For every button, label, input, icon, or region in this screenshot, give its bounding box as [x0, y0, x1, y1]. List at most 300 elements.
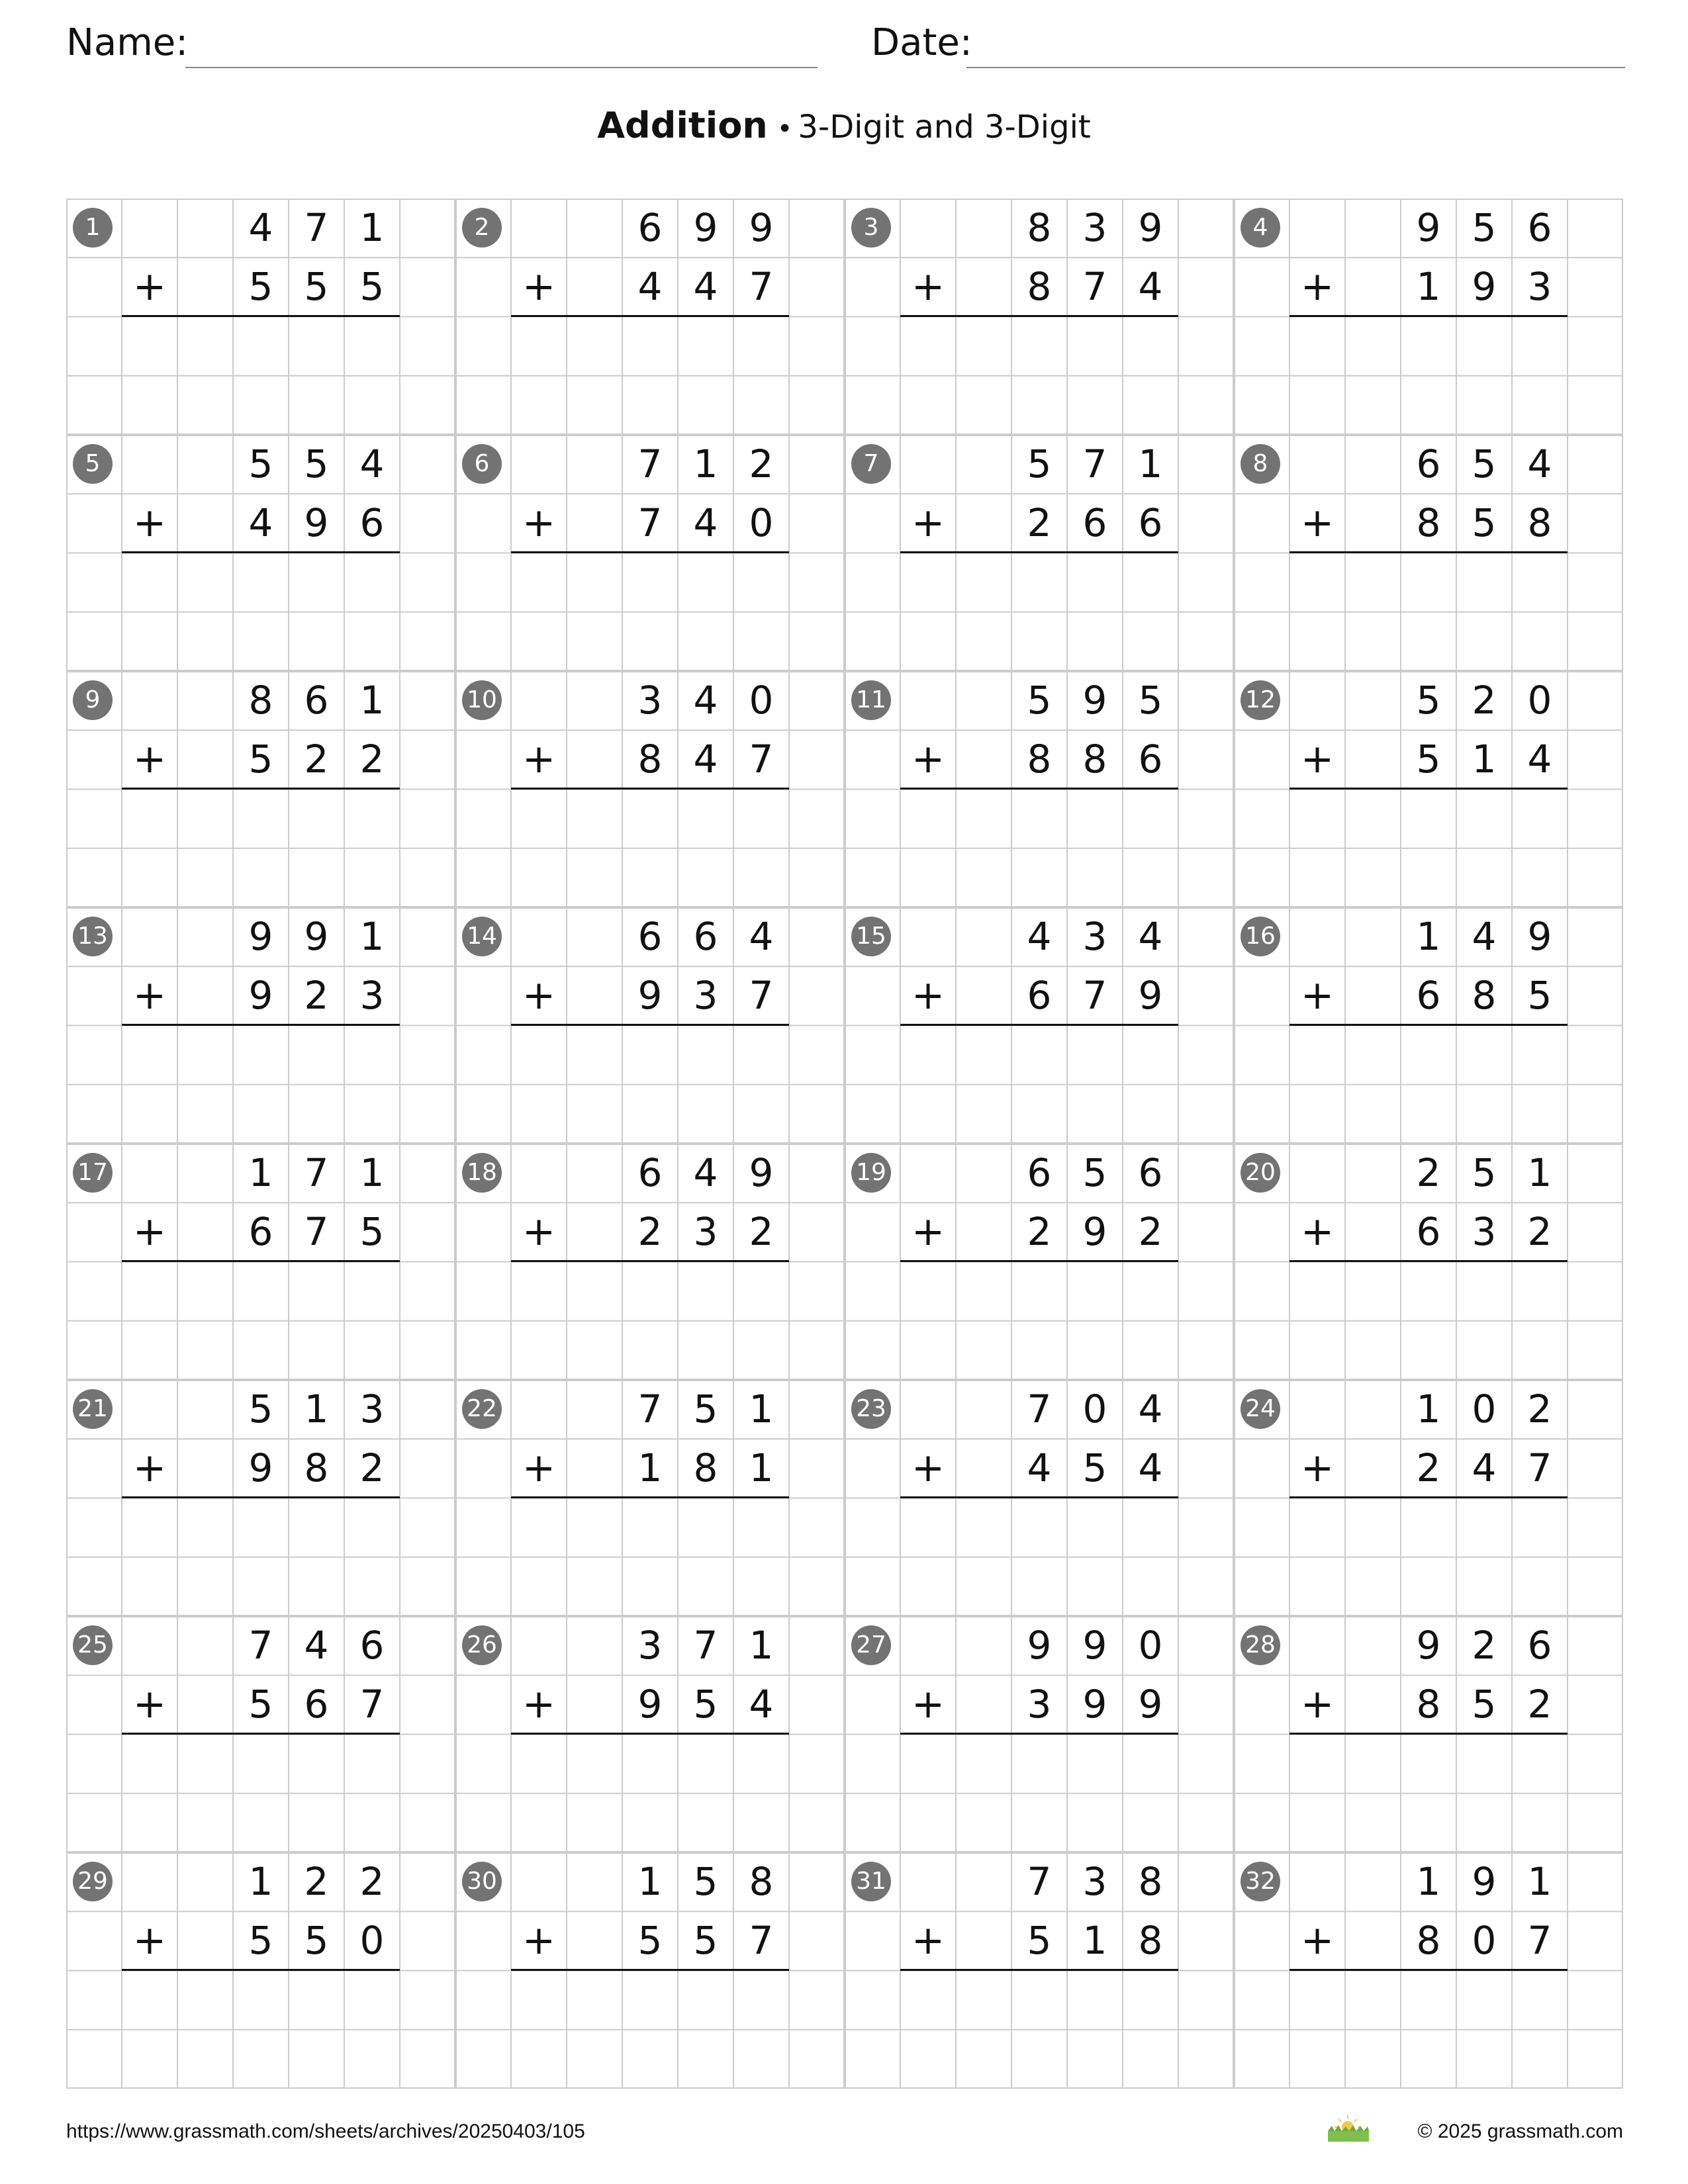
addend-top-digit: 4: [304, 1623, 329, 1668]
problem-number-badge: 11: [851, 680, 891, 720]
addend-bottom-digit: 2: [1527, 1682, 1552, 1727]
answer-line[interactable]: [511, 1024, 789, 1026]
addend-top-digit: 5: [1027, 441, 1052, 486]
addend-top-digit: 7: [248, 1623, 273, 1668]
addend-top-digit: 0: [1138, 1623, 1163, 1668]
addend-top-digit: 2: [1472, 1623, 1497, 1668]
addend-top-digit: 7: [1082, 441, 1107, 486]
addend-bottom-digit: 7: [637, 500, 663, 545]
answer-line[interactable]: [122, 1260, 400, 1262]
addend-top-digit: 1: [359, 678, 385, 723]
addend-top-digit: 5: [248, 441, 273, 486]
addend-top-digit: 7: [304, 205, 329, 250]
addend-bottom-digit: 3: [693, 973, 718, 1018]
problem-number-badge: 32: [1241, 1862, 1280, 1901]
plus-sign: +: [522, 1445, 556, 1491]
addend-top-digit: 1: [1416, 1859, 1441, 1904]
addend-bottom-digit: 7: [749, 973, 774, 1018]
plus-sign: +: [522, 500, 556, 546]
addend-top-digit: 1: [304, 1387, 329, 1432]
addend-bottom-digit: 1: [637, 1445, 663, 1490]
worksheet-grid: [66, 199, 1623, 2089]
addend-bottom-digit: 3: [1472, 1209, 1497, 1254]
addend-bottom-digit: 5: [359, 264, 385, 309]
addend-top-digit: 3: [637, 1623, 663, 1668]
addend-bottom-digit: 4: [1527, 737, 1552, 782]
answer-line[interactable]: [1289, 1260, 1568, 1262]
addend-top-digit: 9: [1416, 1623, 1441, 1668]
answer-line[interactable]: [1289, 1024, 1568, 1026]
addend-top-digit: 2: [1416, 1150, 1441, 1195]
addend-bottom-digit: 9: [1472, 264, 1497, 309]
addend-bottom-digit: 5: [1527, 973, 1552, 1018]
addend-top-digit: 1: [359, 914, 385, 959]
addend-bottom-digit: 2: [1416, 1445, 1441, 1490]
addend-top-digit: 5: [1472, 205, 1497, 250]
addend-bottom-digit: 8: [637, 737, 663, 782]
addend-bottom-digit: 6: [1138, 500, 1163, 545]
problem-32: [1234, 1852, 1623, 2089]
title-main: Addition: [597, 105, 768, 146]
addend-bottom-digit: 0: [359, 1918, 385, 1963]
addend-top-digit: 5: [1416, 678, 1441, 723]
problem-number-badge: 30: [462, 1862, 502, 1901]
answer-line[interactable]: [511, 1733, 789, 1735]
answer-line[interactable]: [1289, 1496, 1568, 1498]
addend-bottom-digit: 7: [749, 264, 774, 309]
addend-top-digit: 2: [749, 441, 774, 486]
date-label: Date:: [871, 21, 972, 64]
plus-sign: +: [911, 500, 945, 546]
addend-top-digit: 3: [359, 1387, 385, 1432]
addend-top-digit: 1: [749, 1387, 774, 1432]
plus-sign: +: [1300, 1445, 1335, 1491]
addend-bottom-digit: 4: [1138, 264, 1163, 309]
addend-top-digit: 1: [248, 1859, 273, 1904]
addend-bottom-digit: 6: [1082, 500, 1107, 545]
addend-top-digit: 9: [693, 205, 718, 250]
addend-bottom-digit: 5: [1416, 737, 1441, 782]
plus-sign: +: [522, 736, 556, 782]
addend-bottom-digit: 9: [1138, 973, 1163, 1018]
answer-line[interactable]: [900, 1969, 1178, 1971]
addend-top-digit: 6: [637, 914, 663, 959]
answer-line[interactable]: [122, 1969, 400, 1971]
addend-top-digit: 5: [248, 1387, 273, 1432]
addend-bottom-digit: 3: [693, 1209, 718, 1254]
addend-bottom-digit: 8: [1082, 737, 1107, 782]
problem-16: [1234, 907, 1623, 1144]
problem-number-badge: 18: [462, 1153, 502, 1193]
addend-bottom-digit: 4: [749, 1682, 774, 1727]
addend-bottom-digit: 2: [1027, 1209, 1052, 1254]
addend-top-digit: 1: [1416, 914, 1441, 959]
plus-sign: +: [911, 1445, 945, 1491]
answer-line[interactable]: [900, 1260, 1178, 1262]
plus-sign: +: [132, 1208, 167, 1255]
addend-top-digit: 6: [304, 678, 329, 723]
problem-3: [845, 199, 1234, 435]
addend-bottom-digit: 7: [1527, 1445, 1552, 1490]
addend-bottom-digit: 8: [1416, 1682, 1441, 1727]
addend-bottom-digit: 7: [1082, 264, 1107, 309]
addend-bottom-digit: 8: [304, 1445, 329, 1490]
answer-line[interactable]: [900, 315, 1178, 317]
answer-line[interactable]: [900, 1496, 1178, 1498]
addend-top-digit: 3: [1082, 914, 1107, 959]
problem-number-badge: 9: [73, 680, 113, 720]
problem-number-badge: 10: [462, 680, 502, 720]
addend-bottom-digit: 5: [1472, 1682, 1497, 1727]
plus-sign: +: [132, 736, 167, 782]
plus-sign: +: [522, 263, 556, 310]
answer-line[interactable]: [511, 551, 789, 553]
addend-top-digit: 1: [359, 1150, 385, 1195]
addend-top-digit: 6: [693, 914, 718, 959]
problem-6: [455, 435, 845, 671]
addend-top-digit: 3: [1082, 205, 1107, 250]
addend-top-digit: 4: [1027, 914, 1052, 959]
answer-line[interactable]: [1289, 788, 1568, 790]
answer-line[interactable]: [1289, 551, 1568, 553]
addend-bottom-digit: 8: [1527, 500, 1552, 545]
problem-number-badge: 19: [851, 1153, 891, 1193]
addend-top-digit: 4: [749, 914, 774, 959]
addend-top-digit: 6: [637, 1150, 663, 1195]
addend-bottom-digit: 0: [1472, 1918, 1497, 1963]
addend-bottom-digit: 1: [1082, 1918, 1107, 1963]
answer-line[interactable]: [122, 1024, 400, 1026]
problem-number-badge: 24: [1241, 1389, 1280, 1429]
plus-sign: +: [132, 500, 167, 546]
answer-line[interactable]: [1289, 315, 1568, 317]
addend-top-digit: 3: [637, 678, 663, 723]
addend-bottom-digit: 2: [359, 1445, 385, 1490]
addend-top-digit: 0: [749, 678, 774, 723]
addend-top-digit: 8: [248, 678, 273, 723]
problem-15: [845, 907, 1234, 1144]
addend-top-digit: 2: [304, 1859, 329, 1904]
plus-sign: +: [522, 1917, 556, 1964]
addend-bottom-digit: 4: [693, 500, 718, 545]
problem-number-badge: 5: [73, 444, 113, 484]
addend-top-digit: 5: [693, 1387, 718, 1432]
plus-sign: +: [1300, 1681, 1335, 1727]
addend-bottom-digit: 1: [749, 1445, 774, 1490]
addend-top-digit: 1: [1527, 1150, 1552, 1195]
addend-bottom-digit: 5: [1082, 1445, 1107, 1490]
addend-top-digit: 9: [1027, 1623, 1052, 1668]
answer-line[interactable]: [900, 1024, 1178, 1026]
addend-top-digit: 8: [1138, 1859, 1163, 1904]
addend-bottom-digit: 6: [1416, 973, 1441, 1018]
addend-bottom-digit: 8: [1138, 1918, 1163, 1963]
problem-7: [845, 435, 1234, 671]
problem-18: [455, 1144, 845, 1380]
plus-sign: +: [132, 1681, 167, 1727]
plus-sign: +: [911, 736, 945, 782]
plus-sign: +: [132, 263, 167, 310]
addend-bottom-digit: 3: [359, 973, 385, 1018]
addend-bottom-digit: 8: [1027, 737, 1052, 782]
addend-top-digit: 9: [1472, 1859, 1497, 1904]
problem-12: [1234, 671, 1623, 907]
addend-bottom-digit: 5: [304, 264, 329, 309]
answer-line[interactable]: [511, 1496, 789, 1498]
addend-bottom-digit: 5: [248, 264, 273, 309]
addend-bottom-digit: 9: [248, 1445, 273, 1490]
title-bullet: •: [776, 114, 793, 144]
addend-bottom-digit: 9: [248, 973, 273, 1018]
addend-top-digit: 6: [1416, 441, 1441, 486]
plus-sign: +: [1300, 500, 1335, 546]
addend-bottom-digit: 2: [1027, 500, 1052, 545]
addend-bottom-digit: 2: [637, 1209, 663, 1254]
addend-bottom-digit: 5: [359, 1209, 385, 1254]
answer-line[interactable]: [900, 551, 1178, 553]
addend-bottom-digit: 0: [749, 500, 774, 545]
problem-20: [1234, 1144, 1623, 1380]
addend-top-digit: 6: [1527, 205, 1552, 250]
plus-sign: +: [522, 1208, 556, 1255]
answer-line[interactable]: [122, 1733, 400, 1735]
addend-bottom-digit: 7: [1527, 1918, 1552, 1963]
problem-number-badge: 29: [73, 1862, 113, 1901]
problem-22: [455, 1380, 845, 1616]
addend-top-digit: 0: [1082, 1387, 1107, 1432]
problem-26: [455, 1616, 845, 1852]
name-label: Name:: [66, 21, 189, 64]
footer-copyright: © 2025 grassmath.com: [1417, 2120, 1623, 2142]
addend-bottom-digit: 4: [248, 500, 273, 545]
addend-top-digit: 1: [1138, 441, 1163, 486]
problem-14: [455, 907, 845, 1144]
addend-bottom-digit: 5: [637, 1918, 663, 1963]
addend-bottom-digit: 8: [693, 1445, 718, 1490]
addend-top-digit: 5: [1472, 441, 1497, 486]
addend-top-digit: 5: [1472, 1150, 1497, 1195]
name-field[interactable]: [185, 67, 818, 68]
addend-bottom-digit: 8: [1027, 264, 1052, 309]
addend-top-digit: 9: [749, 1150, 774, 1195]
problem-number-badge: 25: [73, 1625, 113, 1665]
addend-top-digit: 1: [637, 1859, 663, 1904]
addend-top-digit: 1: [693, 441, 718, 486]
addend-bottom-digit: 5: [693, 1682, 718, 1727]
problem-number-badge: 15: [851, 917, 891, 956]
addend-bottom-digit: 7: [749, 1918, 774, 1963]
answer-line[interactable]: [122, 551, 400, 553]
addend-top-digit: 5: [1082, 1150, 1107, 1195]
addend-bottom-digit: 9: [304, 500, 329, 545]
addend-top-digit: 4: [359, 441, 385, 486]
answer-line[interactable]: [122, 315, 400, 317]
addend-bottom-digit: 4: [693, 264, 718, 309]
addend-bottom-digit: 7: [359, 1682, 385, 1727]
answer-line[interactable]: [122, 1496, 400, 1498]
problem-2: [455, 199, 845, 435]
footer-url: https://www.grassmath.com/sheets/archives/20250403/105: [66, 2120, 585, 2142]
addend-top-digit: 6: [1027, 1150, 1052, 1195]
addend-top-digit: 8: [1027, 205, 1052, 250]
plus-sign: +: [522, 1681, 556, 1727]
date-field[interactable]: [966, 67, 1625, 68]
addend-top-digit: 6: [359, 1623, 385, 1668]
addend-top-digit: 7: [1027, 1387, 1052, 1432]
addend-top-digit: 0: [1472, 1387, 1497, 1432]
addend-top-digit: 3: [1082, 1859, 1107, 1904]
addend-top-digit: 8: [749, 1859, 774, 1904]
addend-top-digit: 4: [693, 678, 718, 723]
plus-sign: +: [911, 1208, 945, 1255]
addend-top-digit: 9: [749, 205, 774, 250]
answer-line[interactable]: [1289, 1969, 1568, 1971]
plus-sign: +: [1300, 263, 1335, 310]
answer-line[interactable]: [511, 1969, 789, 1971]
plus-sign: +: [911, 1917, 945, 1964]
addend-top-digit: 9: [248, 914, 273, 959]
addend-bottom-digit: 4: [1138, 1445, 1163, 1490]
addend-bottom-digit: 9: [1082, 1682, 1107, 1727]
problem-28: [1234, 1616, 1623, 1852]
problem-number-badge: 7: [851, 444, 891, 484]
problem-number-badge: 14: [462, 917, 502, 956]
addend-bottom-digit: 8: [1472, 973, 1497, 1018]
addend-top-digit: 7: [637, 1387, 663, 1432]
addend-top-digit: 9: [1082, 1623, 1107, 1668]
addend-bottom-digit: 5: [248, 1918, 273, 1963]
problem-21: [66, 1380, 455, 1616]
problem-number-badge: 26: [462, 1625, 502, 1665]
addend-bottom-digit: 5: [1027, 1918, 1052, 1963]
addend-bottom-digit: 2: [359, 737, 385, 782]
plus-sign: +: [1300, 736, 1335, 782]
problem-13: [66, 907, 455, 1144]
addend-bottom-digit: 9: [1082, 1209, 1107, 1254]
problem-number-badge: 16: [1241, 917, 1280, 956]
problem-number-badge: 17: [73, 1153, 113, 1193]
addend-top-digit: 1: [359, 205, 385, 250]
addend-top-digit: 5: [1027, 678, 1052, 723]
addend-top-digit: 2: [1472, 678, 1497, 723]
addend-bottom-digit: 7: [1082, 973, 1107, 1018]
addend-top-digit: 4: [248, 205, 273, 250]
problem-number-badge: 23: [851, 1389, 891, 1429]
plus-sign: +: [911, 972, 945, 1019]
addend-bottom-digit: 2: [1138, 1209, 1163, 1254]
problem-11: [845, 671, 1234, 907]
addend-top-digit: 4: [1527, 441, 1552, 486]
answer-line[interactable]: [1289, 1733, 1568, 1735]
plus-sign: +: [132, 972, 167, 1019]
addend-bottom-digit: 1: [1416, 264, 1441, 309]
problem-5: [66, 435, 455, 671]
addend-top-digit: 6: [1138, 1150, 1163, 1195]
plus-sign: +: [1300, 1208, 1335, 1255]
addend-bottom-digit: 9: [637, 973, 663, 1018]
addend-top-digit: 4: [693, 1150, 718, 1195]
addend-top-digit: 9: [1416, 205, 1441, 250]
addend-top-digit: 5: [693, 1859, 718, 1904]
addend-bottom-digit: 4: [693, 737, 718, 782]
problem-10: [455, 671, 845, 907]
answer-line[interactable]: [900, 1733, 1178, 1735]
addend-bottom-digit: 8: [1416, 500, 1441, 545]
title-subtitle: 3-Digit and 3-Digit: [798, 109, 1091, 146]
addend-bottom-digit: 2: [304, 737, 329, 782]
addend-top-digit: 5: [304, 441, 329, 486]
addend-top-digit: 7: [304, 1150, 329, 1195]
problem-number-badge: 8: [1241, 444, 1280, 484]
problem-27: [845, 1616, 1234, 1852]
addend-bottom-digit: 6: [1027, 973, 1052, 1018]
answer-line[interactable]: [900, 788, 1178, 790]
plus-sign: +: [1300, 972, 1335, 1019]
addend-top-digit: 9: [304, 914, 329, 959]
addend-top-digit: 5: [1138, 678, 1163, 723]
page-title: [0, 105, 1688, 146]
addend-top-digit: 1: [749, 1623, 774, 1668]
addend-top-digit: 7: [637, 441, 663, 486]
answer-line[interactable]: [511, 788, 789, 790]
problem-1: [66, 199, 455, 435]
addend-top-digit: 0: [1527, 678, 1552, 723]
addend-top-digit: 4: [1138, 1387, 1163, 1432]
addend-bottom-digit: 5: [693, 1918, 718, 1963]
addend-bottom-digit: 2: [1527, 1209, 1552, 1254]
problem-8: [1234, 435, 1623, 671]
plus-sign: +: [911, 263, 945, 310]
addend-top-digit: 2: [359, 1859, 385, 1904]
addend-bottom-digit: 6: [1138, 737, 1163, 782]
addend-bottom-digit: 3: [1527, 264, 1552, 309]
problem-19: [845, 1144, 1234, 1380]
problem-number-badge: 31: [851, 1862, 891, 1901]
addend-bottom-digit: 2: [749, 1209, 774, 1254]
addend-bottom-digit: 6: [359, 500, 385, 545]
addend-bottom-digit: 9: [637, 1682, 663, 1727]
problem-number-badge: 3: [851, 208, 891, 248]
plus-sign: +: [911, 1681, 945, 1727]
addend-top-digit: 9: [1138, 205, 1163, 250]
problem-30: [455, 1852, 845, 2089]
problem-9: [66, 671, 455, 907]
addend-bottom-digit: 4: [1472, 1445, 1497, 1490]
addend-top-digit: 9: [1527, 914, 1552, 959]
problem-29: [66, 1852, 455, 2089]
addend-top-digit: 1: [1416, 1387, 1441, 1432]
addend-top-digit: 6: [637, 205, 663, 250]
addend-top-digit: 9: [1082, 678, 1107, 723]
addend-bottom-digit: 5: [248, 1682, 273, 1727]
answer-line[interactable]: [511, 1260, 789, 1262]
answer-line[interactable]: [511, 315, 789, 317]
addend-top-digit: 4: [1472, 914, 1497, 959]
addend-bottom-digit: 3: [1027, 1682, 1052, 1727]
problem-24: [1234, 1380, 1623, 1616]
plus-sign: +: [522, 972, 556, 1019]
answer-line[interactable]: [122, 788, 400, 790]
addend-bottom-digit: 6: [248, 1209, 273, 1254]
addend-bottom-digit: 8: [1416, 1918, 1441, 1963]
problem-number-badge: 28: [1241, 1625, 1280, 1665]
problem-number-badge: 13: [73, 917, 113, 956]
grass-sun-logo-icon: [1325, 2111, 1373, 2144]
plus-sign: +: [132, 1917, 167, 1964]
addend-bottom-digit: 7: [304, 1209, 329, 1254]
problem-number-badge: 6: [462, 444, 502, 484]
addend-bottom-digit: 5: [248, 737, 273, 782]
